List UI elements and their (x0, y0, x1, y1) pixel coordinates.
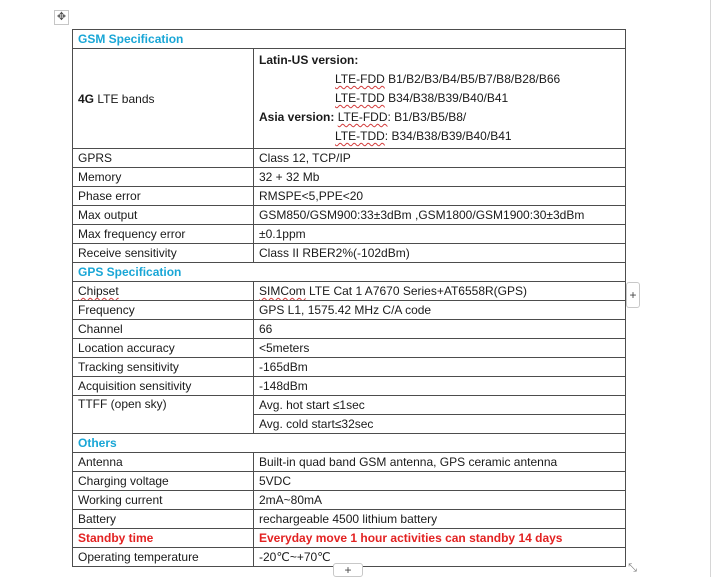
table-move-handle[interactable] (54, 10, 69, 25)
table-row (73, 377, 626, 396)
asia-fdd-line (259, 110, 466, 124)
cell-label: Acquisition sensitivity (73, 377, 254, 396)
table-row (73, 320, 626, 339)
section-heading-gps: GPS Specification (73, 263, 626, 282)
latin-tdd-line (259, 89, 625, 108)
latin-fdd-prefix: LTE-FDD (335, 72, 385, 86)
table-row (73, 358, 626, 377)
chipset-brand: SIMCom (259, 284, 306, 298)
lte-bands-label-rest: LTE bands (94, 91, 155, 106)
cell-label: Memory (73, 168, 254, 187)
cell-value: Class 12, TCP/IP (254, 149, 626, 168)
table-row-ttff (73, 396, 626, 415)
asia-version-heading: Asia version: (259, 110, 335, 124)
cell-label (73, 282, 254, 301)
asia-tdd-bands: : B34/B38/B39/B40/B41 (384, 129, 512, 143)
cell-label: GPRS (73, 149, 254, 168)
table-row (73, 453, 626, 472)
cell-label-lte-bands (73, 49, 254, 149)
cell-label-temperature: Operating temperature (73, 548, 254, 567)
latin-tdd-prefix: LTE-TDD (335, 91, 385, 105)
plus-icon: + (629, 288, 637, 302)
cell-value-ttff-hot: Avg. hot start ≤1sec (254, 396, 626, 415)
cell-label: Charging voltage (73, 472, 254, 491)
table-row (73, 301, 626, 320)
asia-tdd-line (259, 127, 625, 146)
cell-value: Built-in quad band GSM antenna, GPS ceramic antenna (254, 453, 626, 472)
table-row (73, 510, 626, 529)
cell-value (254, 282, 626, 301)
lte-bands-label-bold: 4G (78, 91, 95, 106)
cell-value: RMSPE<5,PPE<20 (254, 187, 626, 206)
cell-value: rechargeable 4500 lithium battery (254, 510, 626, 529)
cell-label: Frequency (73, 301, 254, 320)
cell-value: Class II RBER2%(-102dBm) (254, 244, 626, 263)
cell-label: Location accuracy (73, 339, 254, 358)
cell-value-lte-bands (254, 49, 626, 149)
plus-icon: + (344, 563, 352, 577)
asia-fdd-bands: : B1/B3/B5/B8/ (387, 110, 467, 124)
cell-value-temperature: -20℃~+70℃ (254, 548, 626, 567)
cell-label: Max output (73, 206, 254, 225)
cell-value: 2mA~80mA (254, 491, 626, 510)
table-row-lte-bands (73, 49, 626, 149)
add-row-button[interactable] (333, 563, 363, 577)
cell-label-standby: Standby time (73, 529, 254, 548)
cell-value: <5meters (254, 339, 626, 358)
cell-value-standby: Everyday move 1 hour activities can standby 14 days (254, 529, 626, 548)
cell-label: Max frequency error (73, 225, 254, 244)
latin-tdd-bands: B34/B38/B39/B40/B41 (384, 91, 509, 105)
section-row-others (73, 434, 626, 453)
table-row (73, 225, 626, 244)
section-row-gps (73, 263, 626, 282)
table-row (73, 206, 626, 225)
cell-label: Working current (73, 491, 254, 510)
section-heading-others: Others (73, 434, 626, 453)
asia-fdd-prefix: LTE-FDD (337, 110, 388, 124)
table-row (73, 244, 626, 263)
spec-table (72, 29, 626, 567)
cell-value: 66 (254, 320, 626, 339)
chipset-label: Chipset (78, 284, 119, 298)
chipset-model: LTE Cat 1 A7670 Series+AT6558R(GPS) (305, 284, 528, 298)
cell-value: ±0.1ppm (254, 225, 626, 244)
cell-label: Receive sensitivity (73, 244, 254, 263)
move-arrows-icon: ✥ (56, 11, 67, 23)
latin-fdd-line (259, 70, 625, 89)
table-row-standby (73, 529, 626, 548)
cell-value: GPS L1, 1575.42 MHz C/A code (254, 301, 626, 320)
cell-label: Channel (73, 320, 254, 339)
cell-label: Antenna (73, 453, 254, 472)
add-column-button[interactable] (626, 282, 640, 308)
asia-tdd-prefix: LTE-TDD (335, 129, 385, 143)
table-row (73, 168, 626, 187)
table-resize-handle[interactable] (626, 562, 639, 575)
latin-version-heading: Latin-US version: (259, 53, 359, 67)
table-row (73, 472, 626, 491)
resize-diagonal-icon: ⤡ (628, 562, 637, 574)
cell-label: Phase error (73, 187, 254, 206)
section-row-gsm (73, 30, 626, 49)
cell-label: Battery (73, 510, 254, 529)
table-row (73, 187, 626, 206)
cell-label-ttff: TTFF (open sky) (73, 396, 254, 434)
cell-value: 32 + 32 Mb (254, 168, 626, 187)
cell-value: 5VDC (254, 472, 626, 491)
cell-value: -165dBm (254, 358, 626, 377)
table-row (73, 339, 626, 358)
table-row (73, 149, 626, 168)
table-row-chipset (73, 282, 626, 301)
section-heading-gsm: GSM Specification (73, 30, 626, 49)
cell-value: -148dBm (254, 377, 626, 396)
table-row (73, 491, 626, 510)
cell-value-ttff-cold: Avg. cold start≤32sec (254, 415, 626, 434)
cell-label: Tracking sensitivity (73, 358, 254, 377)
latin-fdd-bands: B1/B2/B3/B4/B5/B7/B8/B28/B66 (384, 72, 561, 86)
cell-value: GSM850/GSM900:33±3dBm ,GSM1800/GSM1900:30±3dBm (254, 206, 626, 225)
